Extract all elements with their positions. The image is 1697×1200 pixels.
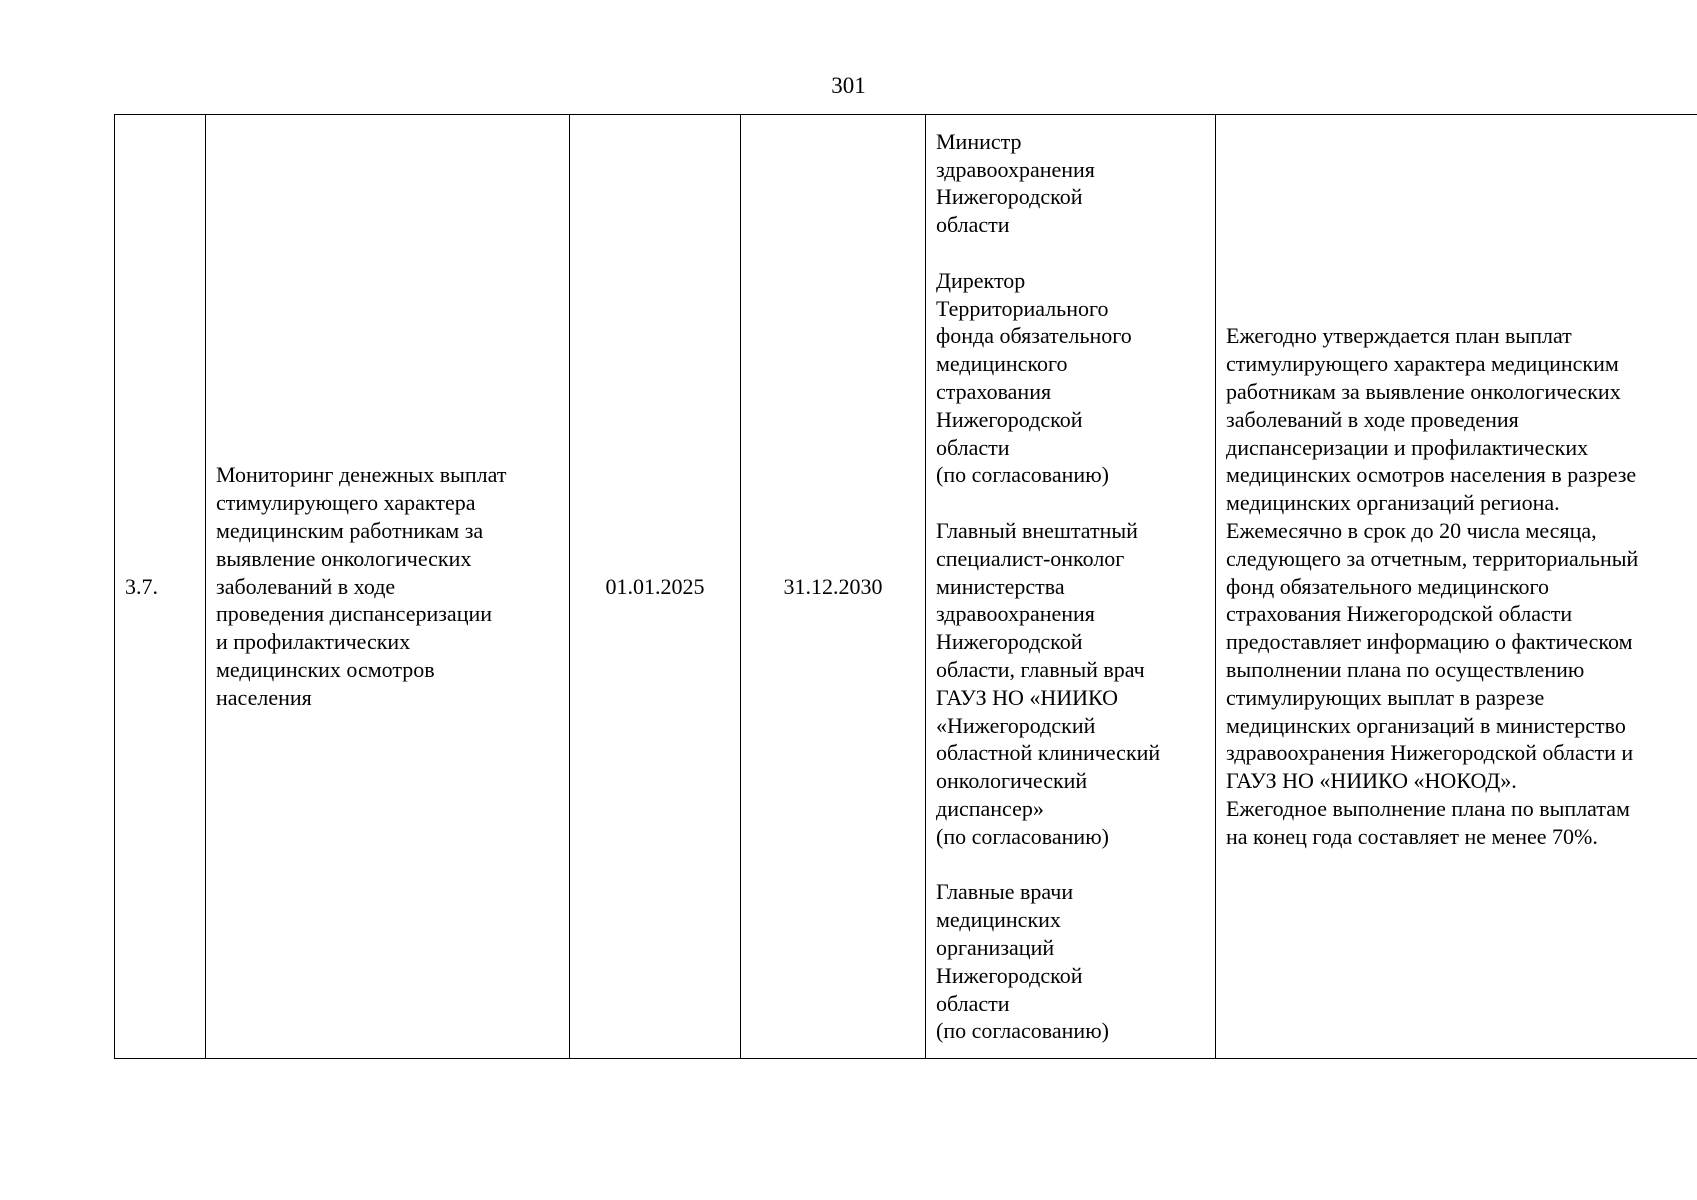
responsible-line: Нижегородской xyxy=(936,629,1083,655)
responsible-line: (по согласованию) xyxy=(936,823,1109,849)
responsible-line: диспансер» xyxy=(936,795,1044,821)
responsible-line: министерства xyxy=(936,573,1065,599)
responsible-line: (по согласованию) xyxy=(936,1018,1109,1044)
responsible-line: Нижегородской xyxy=(936,406,1083,432)
result-line: заболеваний в ходе проведения xyxy=(1226,406,1519,432)
measure-name-line: населения xyxy=(216,684,312,710)
result-line: здравоохранения Нижегородской области и xyxy=(1226,740,1634,766)
measure-name-line: и профилактических xyxy=(216,629,411,655)
measure-name-line: проведения диспансеризации xyxy=(216,601,493,627)
responsible-line: здравоохранения xyxy=(936,156,1095,182)
measure-name-line: заболеваний в ходе xyxy=(216,573,396,599)
responsible-line: Главный внештатный xyxy=(936,518,1138,543)
measure-name-line: Мониторинг денежных выплат xyxy=(216,462,507,488)
result-line: стимулирующего характера медицинским xyxy=(1226,351,1619,377)
responsible-line: Нижегородской xyxy=(936,962,1083,988)
responsible-line: онкологический xyxy=(936,768,1088,794)
result-line: медицинских организаций региона. xyxy=(1226,490,1560,516)
result-line: работникам за выявление онкологических xyxy=(1226,379,1621,405)
responsible-line: здравоохранения xyxy=(936,601,1095,627)
responsible-line: Нижегородской xyxy=(936,184,1083,210)
responsible-line: области xyxy=(936,434,1010,460)
responsible-line: области xyxy=(936,212,1010,238)
responsible-line: медицинского xyxy=(936,351,1068,377)
start-date-cell xyxy=(570,115,741,1059)
measure-name-line: медицинских осмотров xyxy=(216,656,435,682)
measure-name-line: стимулирующего характера xyxy=(216,490,476,516)
result-line: на конец года составляет не менее 70%. xyxy=(1226,823,1598,849)
row-number-cell xyxy=(115,115,206,1059)
start-date: 01.01.2025 xyxy=(605,573,705,599)
result-line: Ежегодно утверждается план выплат xyxy=(1226,323,1572,349)
result-line: выполнении плана по осуществлению xyxy=(1226,656,1585,682)
result-line: страхования Нижегородской области xyxy=(1226,601,1573,627)
measure-name-line: выявление онкологических xyxy=(216,545,472,571)
measure-name-cell xyxy=(206,115,570,1059)
responsible-line: организаций xyxy=(936,934,1055,960)
result-line: Ежегодное выполнение плана по выплатам xyxy=(1226,795,1630,821)
responsible-block-minister xyxy=(936,128,1205,239)
measure-name-line: медицинским работникам за xyxy=(216,518,484,543)
responsible-line: «Нижегородский xyxy=(936,712,1096,738)
responsible-line: Министр xyxy=(936,128,1022,154)
responsible-block-chief-doctors xyxy=(936,878,1205,1045)
responsible-line: Главные врачи xyxy=(936,879,1074,905)
result-line: медицинских осмотров населения в разрезе xyxy=(1226,462,1637,488)
responsible-line: области, главный врач xyxy=(936,656,1145,682)
responsible-line: специалист-онколог xyxy=(936,545,1125,571)
result-line: фонд обязательного медицинского xyxy=(1226,573,1550,599)
responsible-line: области xyxy=(936,990,1010,1016)
responsible-line: ГАУЗ НО «НИИКО xyxy=(936,684,1119,710)
responsible-line: Территориального xyxy=(936,295,1109,321)
result-line: медицинских организаций в министерство xyxy=(1226,712,1626,738)
responsible-line: (по согласованию) xyxy=(936,462,1109,488)
responsible-line: фонда обязательного xyxy=(936,323,1132,349)
result-line: ГАУЗ НО «НИИКО «НОКОД». xyxy=(1226,768,1517,794)
result-line: предоставляет информацию о фактическом xyxy=(1226,629,1633,655)
page-number: 301 xyxy=(831,73,866,98)
end-date: 31.12.2030 xyxy=(783,573,883,599)
responsible-block-chief-oncologist xyxy=(936,517,1205,851)
responsible-block-fund-director xyxy=(936,267,1205,489)
responsible-line: областной клинический xyxy=(936,740,1161,766)
plan-table xyxy=(114,114,1697,1059)
result-line: диспансеризации и профилактических xyxy=(1226,434,1589,460)
row-number: 3.7. xyxy=(125,573,158,599)
result-line: стимулирующих выплат в разрезе xyxy=(1226,684,1545,710)
result-line: Ежемесячно в срок до 20 числа месяца, xyxy=(1226,518,1597,543)
responsible-line: Директор xyxy=(936,267,1026,293)
expected-result-cell xyxy=(1216,115,1697,1059)
responsible-line: страхования xyxy=(936,379,1052,405)
responsible-line: медицинских xyxy=(936,907,1061,933)
result-line: следующего за отчетным, территориальный xyxy=(1226,545,1639,571)
table-row xyxy=(115,115,1697,1059)
end-date-cell xyxy=(741,115,926,1059)
responsible-cell xyxy=(926,115,1216,1059)
